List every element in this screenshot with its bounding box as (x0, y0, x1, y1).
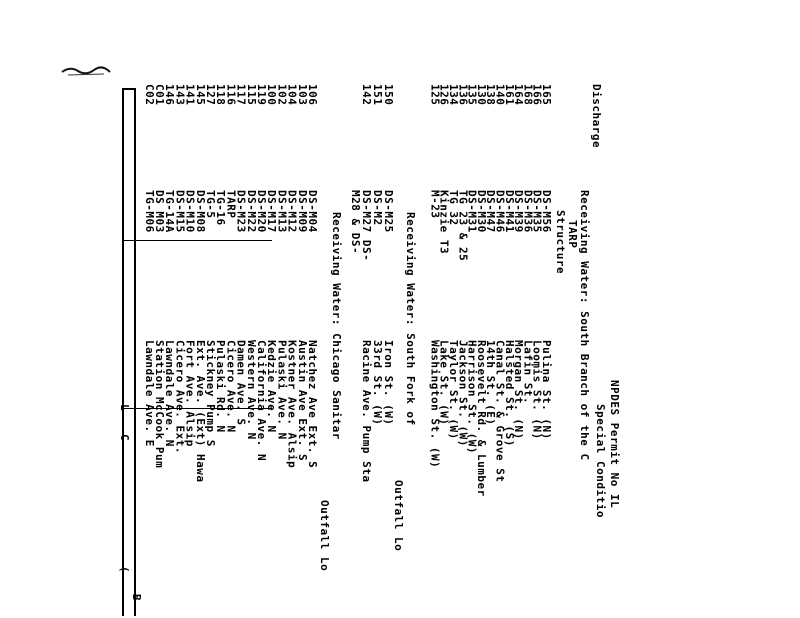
south-branch-structure: DS-M41 (502, 190, 516, 233)
south-branch-location: Lake St. (W) (437, 340, 451, 426)
table-rule-left-2 (134, 88, 136, 616)
south-branch-structure: DS-M30 (474, 190, 488, 233)
south-branch-location: Morgan St. (N) (512, 340, 526, 440)
sanitary-discharge-no: 103 (295, 84, 309, 106)
south-branch-location: Lafin St. (521, 340, 535, 405)
table-rule-left (122, 88, 124, 616)
sanitary-discharge-no: C02 (142, 84, 156, 106)
sanitary-structure: DS-M22 (244, 190, 258, 233)
col-structure-header: Structure (554, 210, 567, 275)
south-branch-location: Halsted St. (S) (502, 340, 516, 447)
sanitary-location: Pulaski Ave. N (275, 340, 289, 440)
south-branch-discharge-no: 125 (428, 84, 442, 106)
sanitary-location: Western Ave. N (244, 340, 258, 440)
south-branch-discharge-no: 164 (512, 84, 526, 106)
permit-subtitle: Special Conditio (594, 404, 607, 518)
south-fork-discharge-no: 142 (360, 84, 373, 106)
south-branch-structure: M-23 (428, 190, 442, 219)
south-branch-location: Loomis St. (N) (530, 340, 544, 440)
sanitary-discharge-no: 104 (285, 84, 299, 106)
south-fork-structure: DS-M27 DS- (360, 190, 373, 262)
south-branch-location: Taylor St. (W) (447, 340, 460, 440)
south-branch-discharge-no: 168 (521, 84, 535, 106)
south-branch-discharge-no: 134 (447, 84, 460, 106)
south-branch-structure: TG 23 & 25 (456, 190, 470, 262)
sanitary-location: California Ave. N (255, 340, 268, 462)
sanitary-structure: DS-M10 (183, 190, 197, 233)
sanitary-structure: DS-M23 (234, 190, 248, 233)
south-fork-outfall-label: Outfall Lo (392, 480, 405, 552)
col-discharge-header: Discharge (590, 84, 603, 149)
scan-smudge-icon (60, 64, 112, 78)
south-branch-discharge-no: 126 (437, 84, 451, 106)
sanitary-discharge-no: 127 (204, 84, 217, 106)
south-branch-structure: Kinzie T3 (437, 190, 451, 255)
sanitary-location: Fort Ave. Alsip (183, 340, 197, 447)
south-branch-structure: DS-M31 (465, 190, 479, 233)
south-branch-location: Canal St. & Grove St (493, 340, 507, 483)
south-branch-discharge-no: 161 (502, 84, 516, 106)
permit-title: NPDES Permit No IL (608, 380, 621, 509)
sanitary-structure: DS-M09 (295, 190, 309, 233)
sanitary-discharge-no: 117 (234, 84, 248, 106)
sanitary-discharge-no: 116 (224, 84, 238, 106)
sanitary-section-title: Receiving Water: Chicago Sanitar (330, 212, 343, 440)
south-fork-structure: DS-M25 (382, 190, 395, 233)
south-fork-section-title: Receiving Water: South Fork of (404, 212, 417, 426)
sanitary-location: Lawndale Ave. E (142, 340, 156, 447)
south-branch-location: Jackson St. (W) (456, 340, 470, 447)
south-fork-structure: M28 & DS- (349, 190, 362, 255)
sanitary-structure: DS M03 (153, 190, 166, 233)
sanitary-location: Lawndale Ave. N (163, 340, 177, 447)
south-branch-discharge-no: 165 (540, 84, 553, 106)
margin-mark: C (118, 434, 131, 442)
south-branch-structure: DS-M56 (540, 190, 553, 233)
south-branch-structure: DS-M35 (530, 190, 544, 233)
south-branch-discharge-no: 135 (465, 84, 479, 106)
sanitary-discharge-no: 145 (193, 84, 207, 106)
south-branch-location: 14th St. (E) (484, 340, 498, 426)
south-branch-discharge-no: 130 (474, 84, 488, 106)
south-branch-discharge-no: 136 (456, 84, 470, 106)
sanitary-discharge-no: 119 (255, 84, 268, 106)
col-tarp-header: TARP (566, 220, 579, 249)
sanitary-location: Natchez Ave Ext. S (306, 340, 319, 469)
margin-mark: ( (118, 566, 131, 574)
sanitary-discharge-no: 100 (265, 84, 279, 106)
sanitary-discharge-no: 115 (244, 84, 258, 106)
south-branch-structure: DS-M36 (521, 190, 535, 233)
south-fork-location: 33rd St. (W) (371, 340, 384, 426)
sanitary-discharge-no: 141 (183, 84, 197, 106)
sanitary-structure: DS-M12 (285, 190, 299, 233)
sanitary-location: Austin Ave Ext. S (295, 340, 309, 462)
south-fork-discharge-no: 150 (382, 84, 395, 106)
south-branch-structure: DS-M39 (512, 190, 526, 233)
table-rule-top (122, 88, 136, 90)
sanitary-structure: DS-M08 (193, 190, 207, 233)
table-rule-mid (122, 240, 272, 241)
sanitary-discharge-no: 106 (306, 84, 319, 106)
sanitary-discharge-no: 118 (214, 84, 228, 106)
sanitary-location: Ext. Ave. (Ext) Hawa (193, 340, 207, 483)
sanitary-structure: DS-M20 (255, 190, 268, 233)
sanitary-location: Station McCook Pum (153, 340, 166, 469)
sanitary-discharge-no: 143 (173, 84, 187, 106)
south-branch-location: Pulina St. (N) (540, 340, 553, 440)
sanitary-location: Cicero Ave. Ext. (173, 340, 187, 454)
sanitary-structure: TG-M06 (142, 190, 156, 233)
sanitary-location: Damen Ave. S (234, 340, 248, 426)
sanitary-location: Stickney Pump S (204, 340, 217, 447)
south-branch-structure: DS-M47 (484, 190, 498, 233)
south-branch-discharge-no: 166 (530, 84, 544, 106)
sanitary-discharge-no: 102 (275, 84, 289, 106)
south-branch-structure: DS-M46 (493, 190, 507, 233)
south-fork-location: Iron St. (W) (382, 340, 395, 426)
sanitary-structure: DS-M17 (265, 190, 279, 233)
sanitary-location: Cicero Ave. N (224, 340, 238, 433)
sanitary-location: Pulaski Rd. N (214, 340, 228, 433)
sanitary-outfall-label: Outfall Lo (318, 500, 331, 572)
sanitary-location: Kedzie Ave. N (265, 340, 279, 433)
south-fork-structure: DS-M2 (371, 190, 384, 226)
sanitary-location: Kostner Ave. Alsip (285, 340, 299, 469)
south-fork-location: Racine Ave. Pump Sta (360, 340, 373, 483)
sanitary-structure: TG-16 (214, 190, 228, 226)
sanitary-discharge-no: 146 (163, 84, 177, 106)
south-branch-location: Harrison St. (W) (465, 340, 479, 454)
margin-mark: L (118, 404, 131, 412)
south-branch-structure: TG 32 (447, 190, 460, 226)
south-branch-discharge-no: 138 (484, 84, 498, 106)
margin-mark: B (130, 594, 143, 602)
south-branch-location: Roosevelt Rd. & Lumber (474, 340, 488, 497)
sanitary-structure: TARP (224, 190, 238, 219)
south-branch-discharge-no: 140 (493, 84, 507, 106)
south-branch-section-title: Receiving Water: South Branch of the C (578, 190, 591, 461)
south-branch-location: Washington St. (W) (428, 340, 442, 469)
sanitary-structure: DS-M13 (275, 190, 289, 233)
sanitary-structure: TG-5 (204, 190, 217, 219)
sanitary-structure: DS-M15 (173, 190, 187, 233)
sanitary-structure: DS-M04 (306, 190, 319, 233)
sanitary-structure: TG-14A (163, 190, 177, 233)
sanitary-discharge-no: C01 (153, 84, 166, 106)
south-fork-discharge-no: 151 (371, 84, 384, 106)
